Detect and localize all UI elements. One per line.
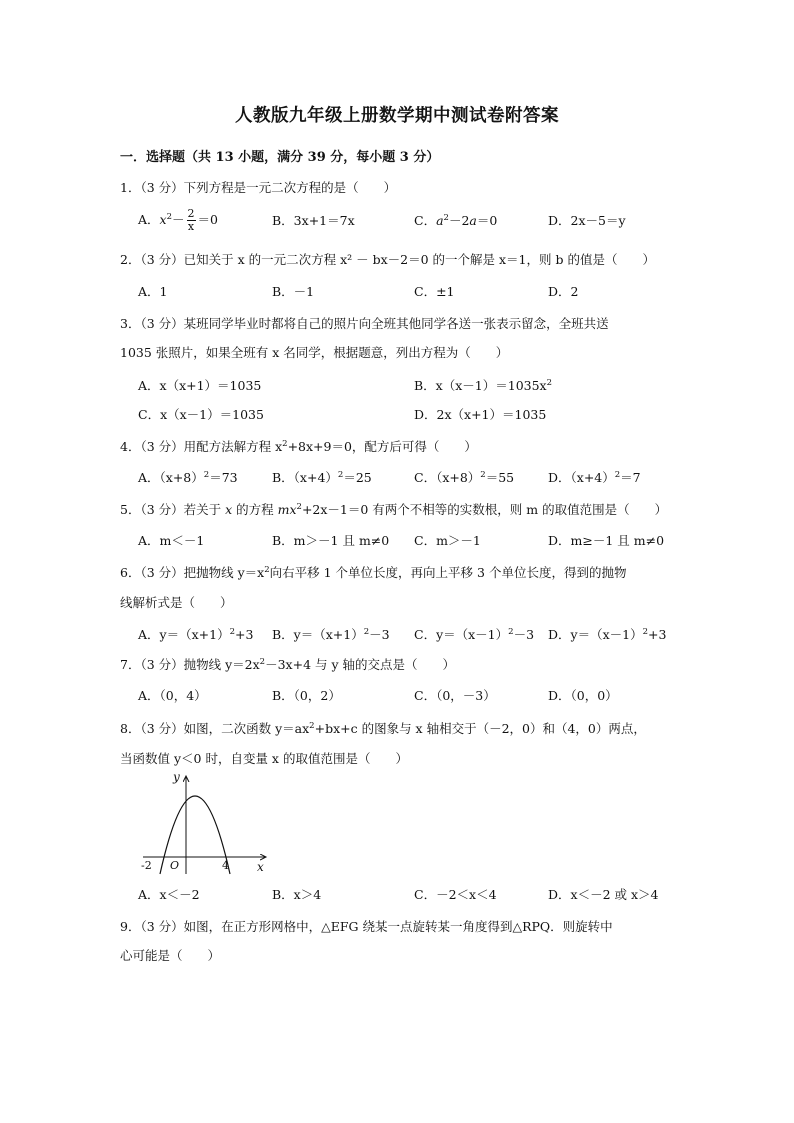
parabola-figure: [138, 770, 278, 880]
question-1-option-b: B．3x+1＝7x: [272, 213, 355, 228]
question-5-option-c: C．m＞－1: [414, 533, 481, 548]
question-6-option-a: A．$y=(x+1)^2+3$: [138, 627, 254, 642]
page-title: 人教版九年级上册数学期中测试卷附答案: [235, 106, 559, 126]
question-1-stem: 1．（3 分）下列方程是一元二次方程的是（ ）: [120, 180, 397, 195]
y-axis-label: y: [173, 770, 180, 784]
question-9-line-2: 心可能是（ ）: [120, 948, 221, 963]
question-3-line-1: 3．（3 分）某班同学毕业时都将自己的照片向全班其他同学各送一张表示留念，全班共送: [120, 316, 609, 331]
question-1-option-a: A．$x^2-$ $\frac{2}{x}$ ＝0: [138, 207, 218, 233]
root-label-right: 4: [222, 859, 229, 872]
question-7-option-d: D．（0，0）: [548, 688, 618, 703]
question-3-option-a: A．x（x+1）＝1035: [138, 378, 262, 393]
question-8-option-d: D．x＜－2 或 x＞4: [548, 887, 659, 902]
x-axis-label: x: [257, 860, 264, 874]
question-5-stem: 5．（3 分）若关于 x 的方程 $mx^2+2x-1=0$ 有两个不相等的实数根，则 m 的取值范围是（ ）: [120, 502, 668, 517]
question-9-line-1: 9．（3 分）如图，在正方形网格中，△EFG 绕某一点旋转某一角度得到△RPQ．则旋转中: [120, 919, 613, 934]
question-8-line-2: 当函数值 y＜0 时，自变量 x 的取值范围是（ ）: [120, 751, 408, 766]
question-6-option-d: D．$y=(x-1)^2+3$: [548, 627, 667, 642]
question-2-option-d: D．2: [548, 284, 579, 299]
question-5-option-d: D．m≥－1 且 m≠0: [548, 533, 665, 548]
question-3-option-b: B．$x(x-1)=1035x^2$: [414, 378, 553, 393]
question-6-line-2: 线解析式是（ ）: [120, 595, 233, 610]
section-heading: 一．选择题（共 13 小题，满分 39 分，每小题 3 分）: [120, 150, 440, 165]
question-4-option-d: D．$(x+4)^2=7$: [548, 470, 641, 485]
question-7-option-c: C．（0，－3）: [414, 688, 496, 703]
question-7-stem: 7．（3 分）抛物线 $y=2x^2-3x+4$ 与 y 轴的交点是（ ）: [120, 657, 456, 672]
question-3-option-c: C．x（x－1）＝1035: [138, 407, 264, 422]
question-1-option-c: C．$a^2-2a=0$: [414, 213, 498, 228]
question-8-option-b: B．x＞4: [272, 887, 322, 902]
root-label-left: -2: [141, 859, 152, 872]
question-5-option-a: A．m＜－1: [138, 533, 205, 548]
question-2-option-b: B．－1: [272, 284, 315, 299]
question-6-option-c: C．$y=(x-1)^2-3$: [414, 627, 535, 642]
question-2-stem: 2．（3 分）已知关于 x 的一元二次方程 x² － bx－2＝0 的一个解是 x＝1，则 b 的值是（ ）: [120, 252, 655, 267]
question-8-option-c: C．－2＜x＜4: [414, 887, 497, 902]
question-4-option-c: C．$(x+8)^2=55$: [414, 470, 515, 485]
question-3-option-d: D．2x（x+1）＝1035: [414, 407, 547, 422]
fraction: $\frac{2}{x}$: [187, 207, 195, 233]
question-3-line-2: 1035 张照片，如果全班有 x 名同学，根据题意，列出方程为（ ）: [120, 345, 509, 360]
question-4-stem: 4．（3 分）用配方法解方程 $x^2+8x+9=0$，配方后可得（ ）: [120, 439, 477, 454]
question-2-option-c: C．±1: [414, 284, 455, 299]
origin-label: O: [170, 859, 180, 872]
question-2-option-a: A．1: [138, 284, 168, 299]
question-7-option-b: B．（0，2）: [272, 688, 341, 703]
question-8-option-a: A．x＜－2: [138, 887, 200, 902]
question-6-line-1: 6．（3 分）把抛物线 $y=x^2$向右平移 1 个单位长度，再向上平移 3 个单位长度，得到的抛物: [120, 565, 627, 580]
question-8-line-1: 8．（3 分）如图，二次函数 $y=ax^2+bx+c$ 的图象与 x 轴相交于（－2，0）和（4，0）两点，: [120, 721, 646, 736]
question-5-option-b: B．m＞－1 且 m≠0: [272, 533, 390, 548]
question-4-option-b: B．$(x+4)^2=25$: [272, 470, 372, 485]
question-7-option-a: A．（0，4）: [138, 688, 207, 703]
question-4-option-a: A．$(x+8)^2=73$: [138, 470, 238, 485]
question-1-option-d: D．2x－5＝y: [548, 213, 626, 228]
question-6-option-b: B．$y=(x+1)^2-3$: [272, 627, 390, 642]
